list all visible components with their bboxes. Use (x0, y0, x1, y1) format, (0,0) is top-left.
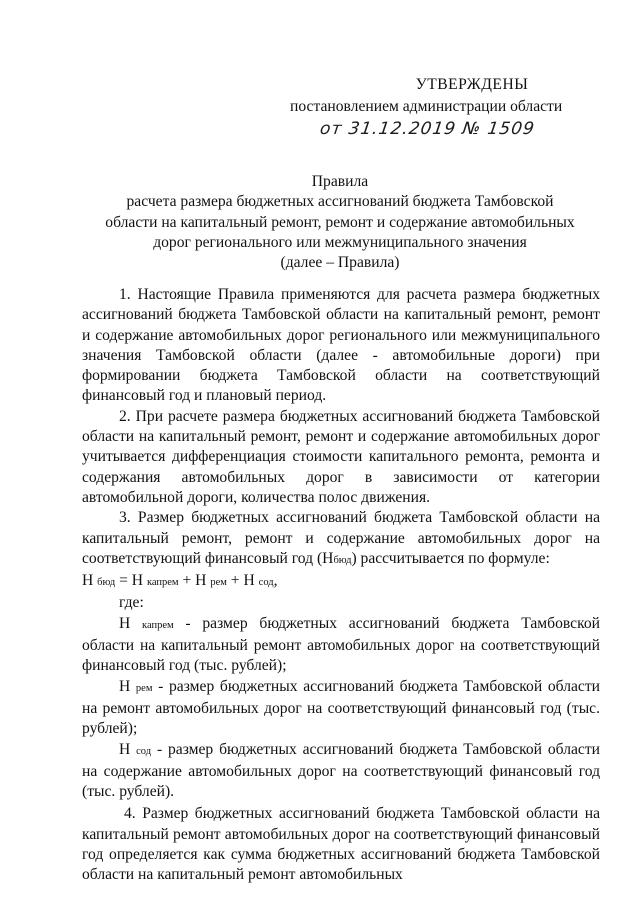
definition-h: Н (119, 740, 137, 758)
formula-part: = Н (115, 572, 147, 590)
title-line-5: (далее – Правила) (280, 254, 400, 272)
approval-block (290, 75, 610, 139)
definition-h: Н (119, 614, 143, 632)
formula-part: + Н (226, 572, 259, 590)
definition-text: - размер бюджетных ассигнований бюджета Тамбовской области на капитальный ремонт автомобильных дорог на соответствующий финансовый год (тыс. рублей); (82, 614, 600, 675)
approved-heading: УТВЕРЖДЕНЫ (415, 76, 529, 93)
handwritten-date-number: от 31.12.2019 № 1509 (318, 118, 537, 139)
formula-sub-rem: рем (210, 577, 227, 589)
formula-sub-sod: сод (258, 577, 274, 589)
formula-sub-kaprem: капрем (146, 577, 179, 589)
definition-text: - размер бюджетных ассигнований бюджета Тамбовской области на ремонт автомобильных дорог на соответствующий финансовый год (тыс. рублей); (82, 677, 600, 738)
definition-text: - размер бюджетных ассигнований бюджета Тамбовской области на содержание автомобильных дорог на соответствующий финансовый год (тыс. рублей). (82, 740, 600, 801)
where-label: где: (119, 594, 144, 612)
decree-line: постановлением администрации области (290, 98, 563, 116)
document-title (80, 172, 600, 273)
formula-sub-bud: бюд (97, 577, 116, 589)
definition-sub: сод (136, 745, 152, 757)
subscript-bud: бюд (333, 554, 352, 566)
formula-h: Н (82, 572, 98, 590)
formula-end: , (273, 572, 278, 590)
title-line-3: области на капитальный ремонт, ремонт и содержание автомобильных (105, 213, 575, 231)
definition-sod (82, 740, 600, 803)
paragraph-3 (82, 508, 600, 571)
paragraph-3-text: 3. Размер бюджетных ассигнований бюджета Тамбовской области на капитальный ремонт, ремонт и содержание автомобильных дорог на соответствующий финансовый год (Н (82, 509, 600, 567)
paragraph-3-end: ) рассчитывается по формуле: (351, 549, 550, 567)
definition-rem (82, 677, 600, 740)
title-line-2: расчета размера бюджетных ассигнований бюджета Тамбовской (126, 193, 554, 211)
title-line-4: дорог регионального или межмуниципального значения (153, 233, 527, 251)
paragraph-1: 1. Настоящие Правила применяются для расчета размера бюджетных ассигнований бюджета Тамбовской области на капитальный ремонт, ремонт и содержание автомобильных дорог регионального или межмуниципального значения Тамбовской области (далее - автомобильные дороги) при формировании бюджета Тамбовской области на соответствующий финансовый год и плановый период. (82, 286, 600, 405)
document-body (82, 285, 600, 886)
formula (82, 571, 600, 593)
paragraph-2: 2. При расчете размера бюджетных ассигнований бюджета Тамбовской области на капитальный ремонт, ремонт и содержание автомобильных дорог учитывается дифференциация стоимости капитального ремонта, ремонта и содержания автомобильных дорог в зависимости от категории автомобильной дороги, количества полос движения. (82, 407, 600, 506)
definition-sub: капрем (142, 619, 174, 631)
formula-part: + Н (178, 572, 211, 590)
title-line-1: Правила (311, 173, 369, 190)
definition-sub: рем (135, 682, 153, 694)
definition-h: Н (119, 677, 136, 695)
paragraph-4: 4. Размер бюджетных ассигнований бюджета Тамбовской области на капитальный ремонт автомобильных дорог на соответствующий финансовый год определяется как сумма бюджетных ассигнований бюджета Тамбовской области на капитальный ремонт автомобильных (82, 805, 600, 884)
definition-kaprem (82, 614, 600, 677)
